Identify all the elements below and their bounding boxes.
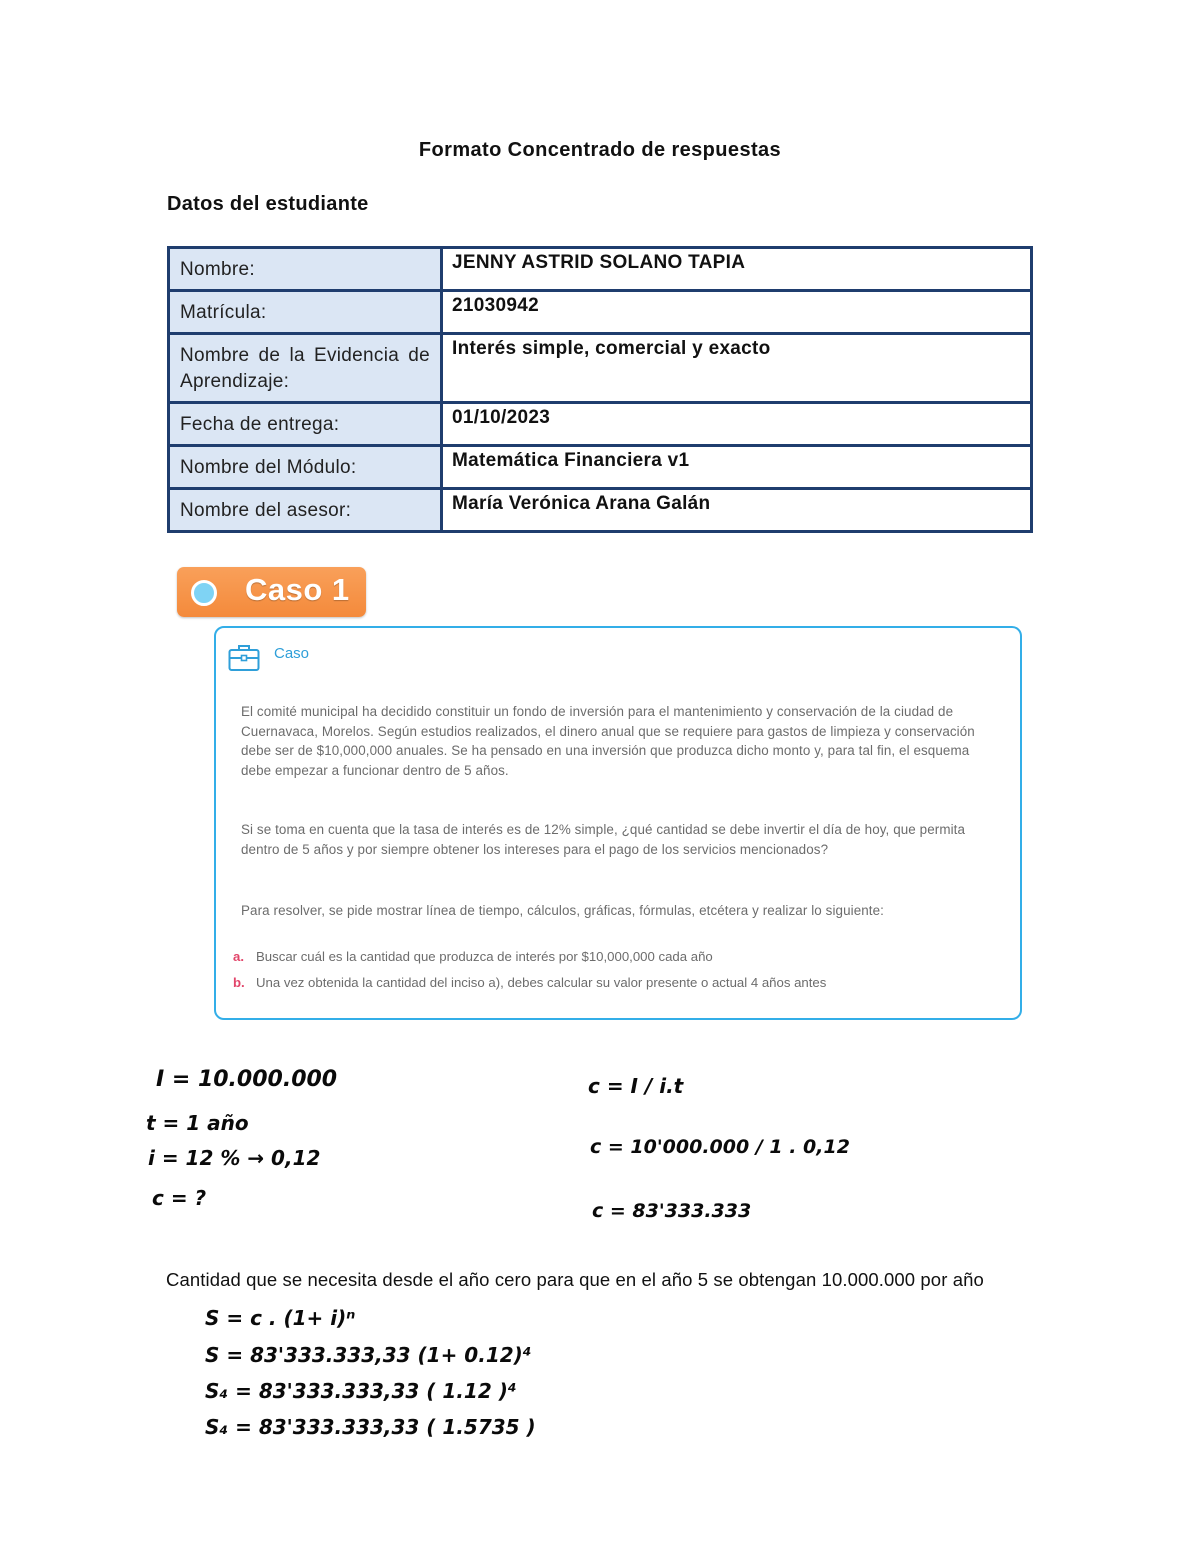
handwritten-line: c = 10'000.000 / 1 . 0,12 [590, 1136, 850, 1158]
row-value: Matemática Financiera v1 [442, 446, 1032, 489]
case-paragraph: Para resolver, se pide mostrar línea de tiempo, cálculos, gráficas, fórmulas, etcétera y realizar lo siguiente: [241, 903, 884, 918]
handwritten-line: S = c . (1+ i)ⁿ [205, 1306, 356, 1330]
handwritten-line: t = 1 año [146, 1111, 249, 1135]
section-title: Datos del estudiante [167, 193, 369, 215]
case-heading: Caso [274, 645, 310, 662]
item-text: Buscar cuál es la cantidad que produzca de interés por $10,000,000 cada año [256, 949, 713, 964]
row-value: 01/10/2023 [442, 403, 1032, 446]
row-label: Fecha de entrega: [169, 403, 442, 446]
handwritten-line: S₄ = 83'333.333,33 ( 1.5735 ) [205, 1415, 536, 1439]
case-paragraph: El comité municipal ha decidido constituir un fondo de inversión para el mantenimiento y conservación de la ciudad de Cuernavaca, Morelos. Según estudios realizados, el dinero anual que se requiere para gastos de limpieza y conservación debe ser de $10,000,000 anuales. Se ha pensado en una inversión que produzca dicho monto y, para tal fin, el esquema debe empezar a funcionar dentro de 5 años. [241, 704, 975, 778]
case-badge-label: Caso 1 [245, 572, 350, 607]
row-label: Nombre del Módulo: [169, 446, 442, 489]
row-value: 21030942 [442, 291, 1032, 334]
case-paragraph: Si se toma en cuenta que la tasa de interés es de 12% simple, ¿qué cantidad se debe invertir el día de hoy, que permita dentro de 5 años y por siempre obtener los intereses para el pago de los servicios mencionados? [241, 822, 966, 857]
handwritten-line: c = I / i.t [588, 1074, 684, 1098]
row-value: María Verónica Arana Galán [442, 489, 1032, 532]
handwritten-line: I = 10.000.000 [156, 1067, 338, 1092]
handwritten-line: i = 12 % → 0,12 [148, 1146, 321, 1170]
handwritten-line: S = 83'333.333,33 (1+ 0.12)⁴ [205, 1343, 532, 1367]
item-text: Una vez obtenida la cantidad del inciso a), debes calcular su valor presente o actual 4 años antes [256, 975, 827, 990]
item-marker: b. [233, 975, 245, 990]
handwritten-line: S₄ = 83'333.333,33 ( 1.12 )⁴ [205, 1379, 517, 1403]
row-value: Interés simple, comercial y exacto [442, 334, 1032, 403]
item-marker: a. [233, 949, 244, 964]
row-label: Nombre: [169, 248, 442, 291]
handwritten-line: c = 83'333.333 [592, 1200, 752, 1222]
row-label: Nombre de la Evidencia de Aprendizaje: [169, 334, 442, 403]
row-value: JENNY ASTRID SOLANO TAPIA [442, 248, 1032, 291]
handwritten-line: c = ? [152, 1186, 207, 1210]
explanation-line: Cantidad que se necesita desde el año cero para que en el año 5 se obtengan 10.000.000 por año [166, 1269, 984, 1290]
row-label: Nombre del asesor: [169, 489, 442, 532]
row-label: Matrícula: [169, 291, 442, 334]
document-title: Formato Concentrado de respuestas [418, 139, 782, 161]
